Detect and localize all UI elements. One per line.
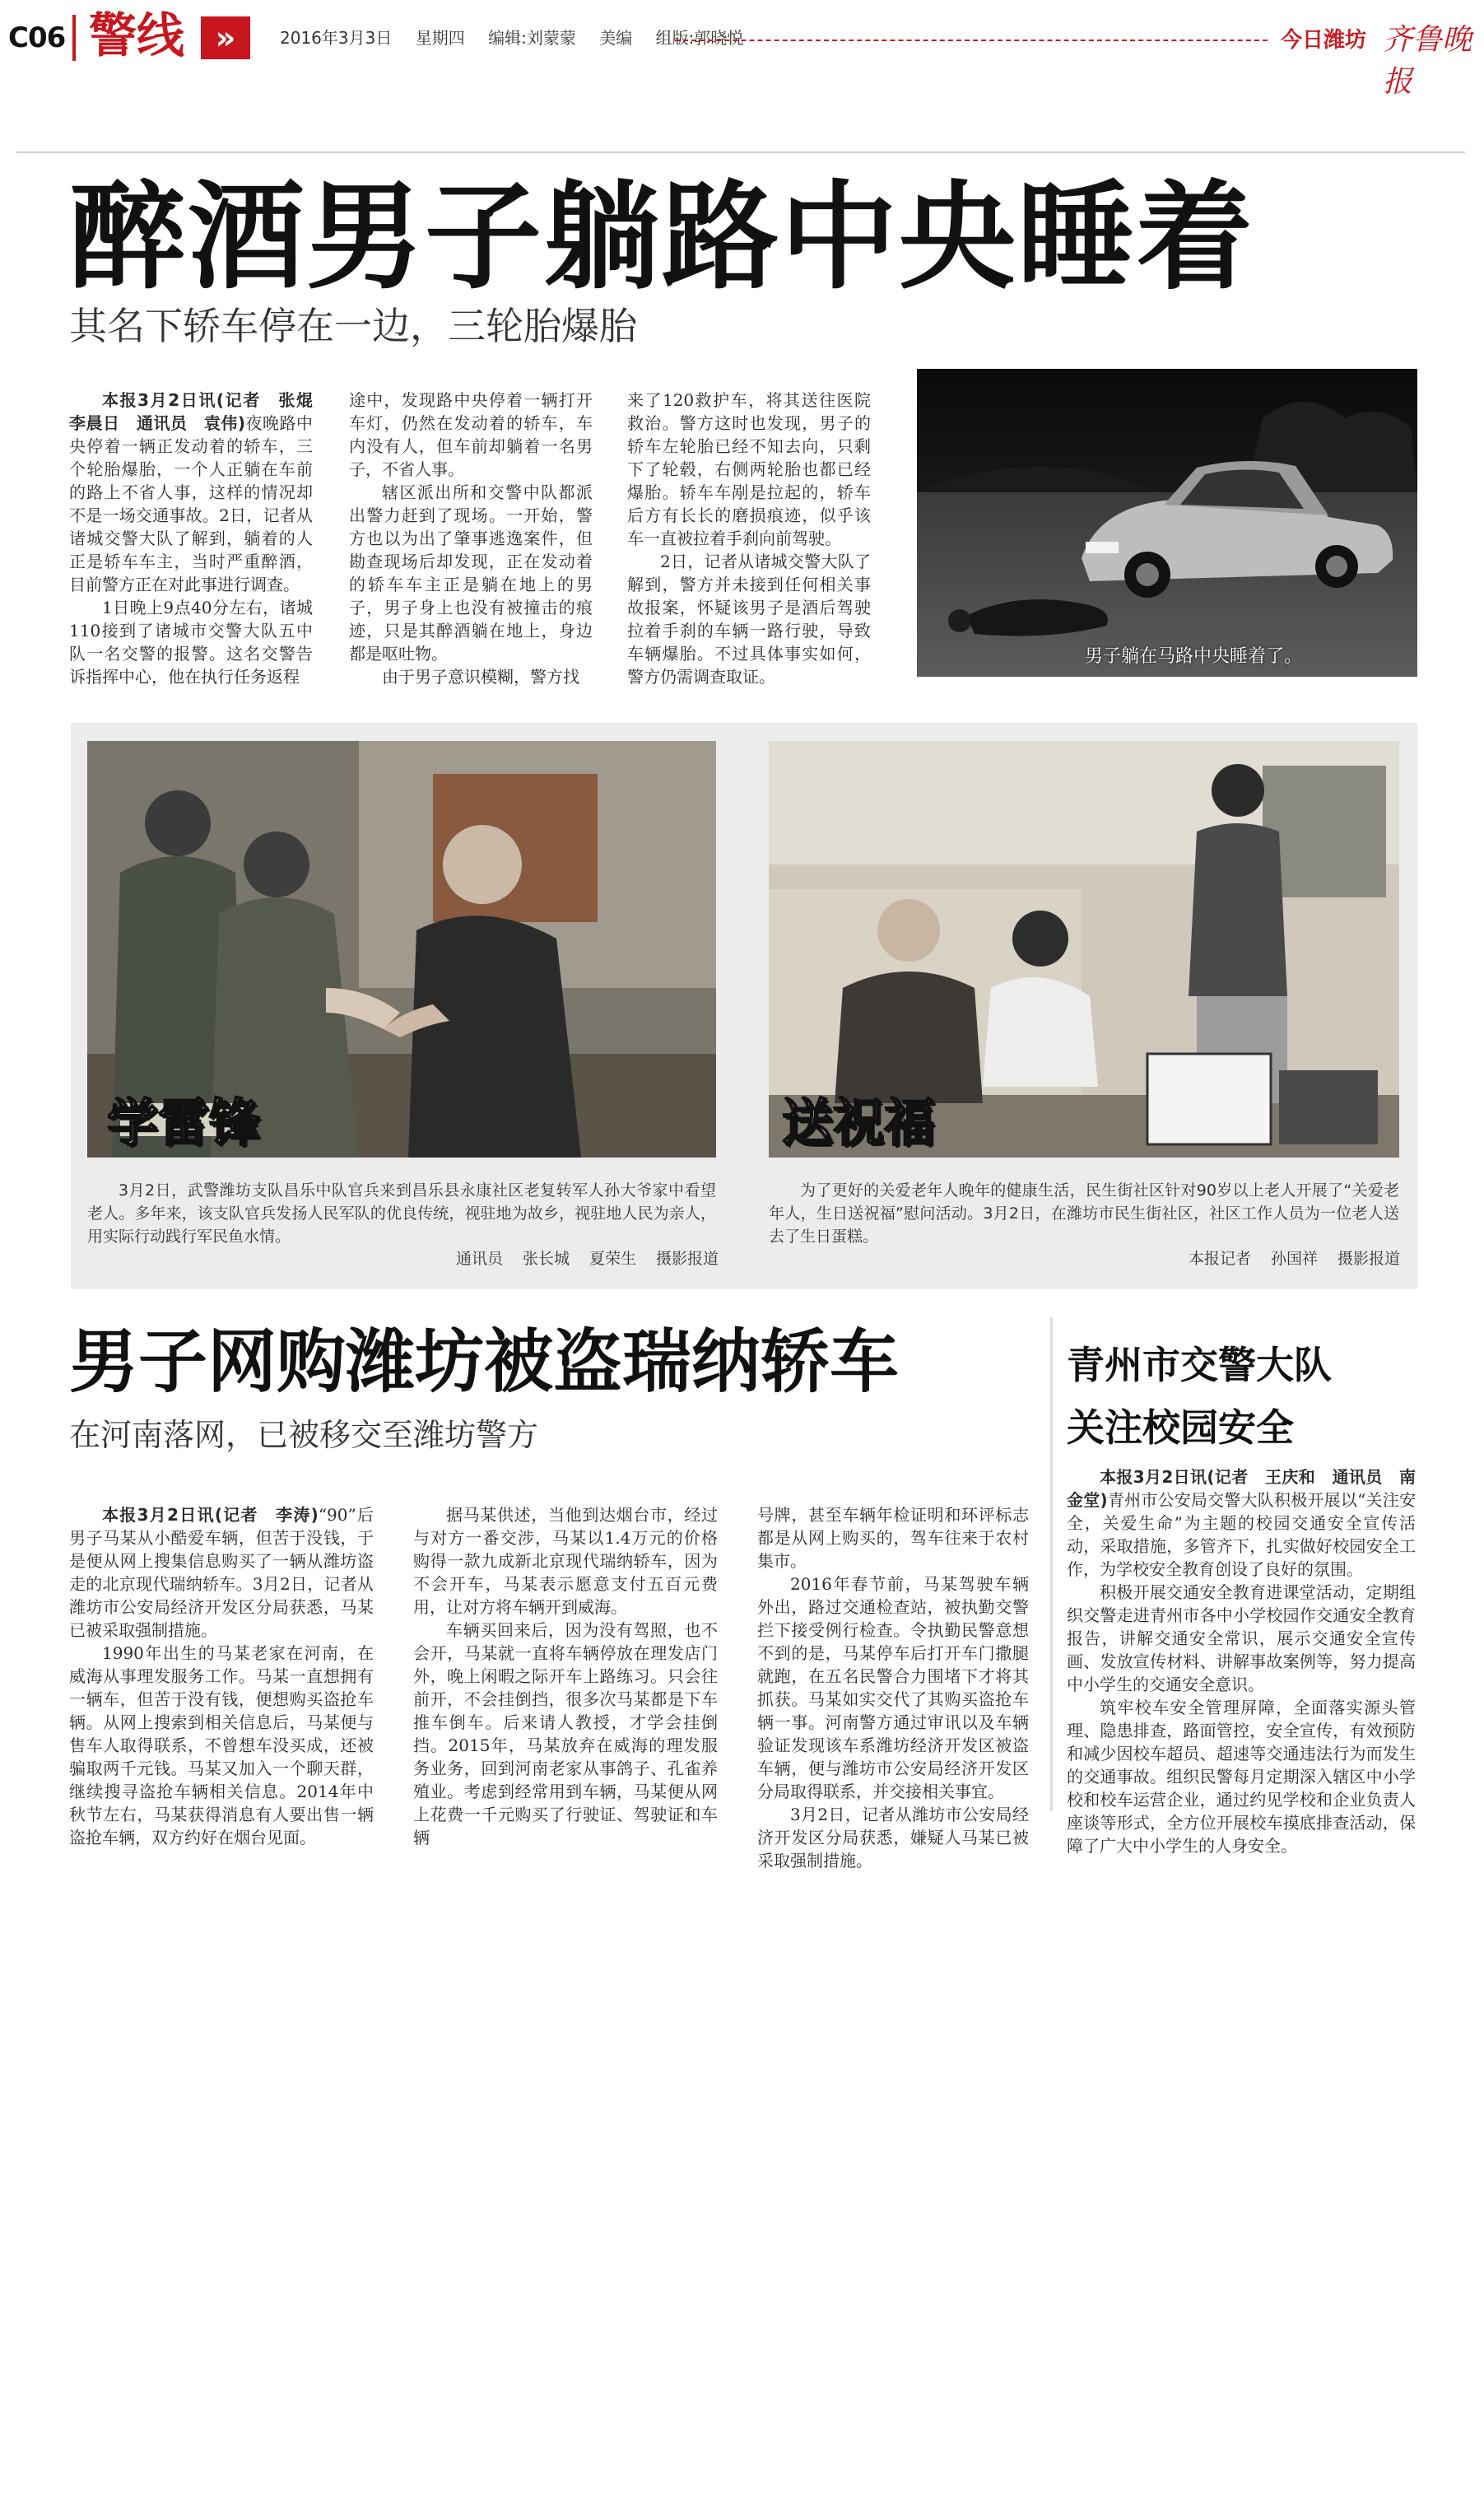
story2-para: 据马某供述，当他到达烟台市，经过与对方一番交涉，马某以1.4万元的价格购得一款九成新北京现代瑞纳轿车，因为不会开车，马某表示愿意支付五百元费用，让对方将车辆开到威海。 (413, 1505, 718, 1617)
issue-proof: 组版:郭晓悦 (655, 28, 744, 48)
story1-headline: 醉酒男子躺路中央睡着 (69, 170, 1254, 305)
story2-subhead: 在河南落网，已被移交至潍坊警方 (69, 1417, 539, 1453)
credit-role: 通讯员 (456, 1250, 504, 1268)
story1-column-1 (69, 389, 329, 687)
credit-name: 孙国祥 (1271, 1250, 1319, 1268)
issue-designer: 美编 (599, 28, 633, 48)
story3-para: 筑牢校车安全管理屏障，全面落实源头管理、隐患排查，路面管控，安全宣传，有效预防和减少因校车超员、超速等交通违法行为而发生的交通事故。组织民警每月定期深入辖区中小学校和校车运营企业，通过约见学校和企业负责人座谈等形式，全方位开展校车摸底排查活动，保障了广大中小学生的人身安全。 (1067, 1698, 1416, 1856)
credit-type: 摄影报道 (1337, 1250, 1401, 1268)
story2-para: 号牌，甚至车辆年检证明和环评标志都是从网上购买的，驾车往来于农村集市。 (757, 1505, 1029, 1571)
story2-para: “90”后男子马某从小酷爱车辆，但苦于没钱，于是便从网上搜集信息购买了一辆从潍坊盗走的北京现代瑞纳轿车。3月2日，记者从潍坊市公安局经济开发区分局获悉，马某已被采取强制措施。 (69, 1505, 374, 1640)
issue-meta (280, 25, 761, 49)
story3-divider (1050, 1317, 1053, 1811)
story3-lead: 本报3月2日讯(记者 王庆和 通讯员 南金堂) (1067, 1467, 1416, 1510)
story2-para: 2016年春节前，马某驾驶车辆外出，路过交通检查站，被执勤交警拦下接受例行检查。令执勤民警意想不到的是，马某停车后打开车门撒腿就跑，在五名民警合力围堵下才将其抓获。马某如实交代了其购买盗抢车辆一事。河南警方通过审讯以及车辆验证发现该车系潍坊经济开发区被盗车辆，便与潍坊市公安局经济开发区分局取得联系，并交接相关事宜。 (757, 1574, 1029, 1801)
story1-para: 1日晚上9点40分左右，诸城110接到了诸城市交警大队五中队一名交警的报警。这名交警告诉指挥中心，他在执行任务返程 (69, 598, 313, 687)
column-name: 今日潍坊 (1281, 28, 1367, 53)
story1-column-3 (627, 389, 871, 687)
story3-headline-line2: 关注校园安全 (1067, 1405, 1294, 1450)
story2-para: 1990年出生的马某老家在河南，在威海从事理发服务工作。马某一直想拥有一辆车，但苦于没有钱，便想购买盗抢车辆。从网上搜索到相关信息后，马某便与售车人取得联系，不曾想车没买成，还被骗取两千元钱。马某又加入一个聊天群，继续搜寻盗抢车辆相关信息。2014年中秋节左右，马某获得消息有人要出售一辆盗抢车辆，双方约好在烟台见面。 (69, 1643, 374, 1847)
photo-label-send-blessing: 送祝福 (782, 1092, 936, 1153)
story2-headline: 男子网购潍坊被盗瑞纳轿车 (69, 1321, 900, 1402)
story3-column (1067, 1465, 1416, 1861)
issue-editor: 编辑:刘蒙蒙 (488, 28, 576, 48)
credit-role: 本报记者 (1189, 1250, 1252, 1268)
story1-column-2 (349, 389, 593, 687)
story1-para: 夜晚路中央停着一辆正发动着的轿车，三个轮胎爆胎，一个人正躺在车前的路上不省人事，这样的情况却不是一场交通事故。2日，记者从诸城交警大队了解到，躺着的人正是轿车车主，当时严重醉酒，目前警方正在对此事进行调查。 (69, 413, 314, 594)
drunk-man-photo (917, 369, 1417, 677)
story3-headline-line1: 青州市交警大队 (1067, 1343, 1332, 1387)
soldiers-visit-caption (87, 1179, 716, 1248)
caption-text: 为了更好的关爱老年人晚年的健康生活，民生街社区针对90岁以上老人开展了“关爱老年人，生日送祝福”慰问活动。3月2日，在潍坊市民生街社区，社区工作人员为一位老人送去了生日蛋糕。 (769, 1181, 1399, 1246)
story2-column-3 (757, 1503, 1029, 1882)
birthday-visit-caption (769, 1179, 1399, 1248)
header-rule (16, 151, 1465, 153)
issue-weekday: 星期四 (415, 28, 465, 48)
soldiers-visit-credit (436, 1246, 719, 1269)
story2-para: 车辆买回来后，因为没有驾照，也不会开，马某就一直将车辆停放在理发店门外，晚上闲暇之际开车上路练习。只会往前开，不会挂倒挡，很多次马某都是下车推车倒车。后来请人教授，才学会挂倒挡。2015年，马某放弃在威海的理发服务业务，回到河南老家从事鸽子、孔雀养殖业。考虑到经常用到车辆，马某便从网上花费一千元购买了行驶证、驾驶证和车辆 (413, 1620, 718, 1847)
drunk-man-photo-caption: 男子躺在马路中央睡着了。 (1085, 646, 1303, 667)
header-dashed-rule (675, 40, 1268, 41)
story1-para: 辖区派出所和交警中队都派出警力赶到了现场。一开始，警方也以为出了肇事逃逸案件，但勘查现场后却发现，正在发动着的轿车车主正是躺在地上的男子，男子身上也没有被撞击的痕迹，只是其醉酒躺在地上，身边都是呕吐物。 (349, 482, 593, 664)
story2-column-2 (413, 1503, 718, 1882)
photo-label-learn-from-leifeng: 学雷锋 (107, 1092, 261, 1153)
page-number-divider (72, 15, 76, 61)
credit-type: 摄影报道 (656, 1250, 719, 1268)
story1-subhead: 其名下轿车停在一边，三轮胎爆胎 (69, 304, 637, 348)
issue-date: 2016年3月3日 (280, 28, 393, 48)
story2-para: 3月2日，记者从潍坊市公安局经济开发区分局获悉，嫌疑人马某已被采取强制措施。 (757, 1805, 1029, 1870)
story1-lead: 本报3月2日讯(记者 张焜 李晨日 通讯员 袁伟) (69, 390, 329, 433)
story2-column-1 (69, 1503, 374, 1882)
credit-name: 夏荣生 (589, 1250, 637, 1268)
birthday-visit-credit (1169, 1246, 1400, 1269)
story1-para: 来了120救护车，将其送往医院救治。警方这时也发现，男子的轿车左轮胎已经不知去向，只剩下了轮毂，右侧两轮胎也都已经爆胎。轿车车剐是拉起的，轿车后方有长长的磨损痕迹，似乎该车一直被拉着手刹向前驾驶。 (627, 390, 871, 548)
story1-para: 途中，发现路中央停着一辆打开车灯，仍然在发动着的轿车，车内没有人，但车前却躺着一名男子，不省人事。 (349, 390, 593, 479)
story2-lead: 本报3月2日讯(记者 李涛) (102, 1505, 319, 1525)
road-scene-illustration (917, 369, 1417, 677)
page-number: C06 (8, 21, 66, 54)
paper-logo: 齐鲁晚报 (1383, 23, 1472, 99)
story3-para: 积极开展交通安全教育进课堂活动，定期组织交警走进青州市各中小学校园作交通安全教育报告，讲解交通安全常识，展示交通安全宣传画、发放宣传材料、讲解事故案例等，努力提高中小学生的交通安全意识。 (1067, 1582, 1416, 1694)
caption-text: 3月2日，武警潍坊支队昌乐中队官兵来到昌乐县永康社区老复转军人孙大爷家中看望老人。多年来，该支队官兵发扬人民军队的优良传统，视驻地为故乡，视驻地人民为亲人，用实际行动践行军民鱼水情。 (87, 1181, 716, 1246)
story3-para: 青州市公安局交警大队积极开展以“关注安全，关爱生命”为主题的校园交通安全宣传活动，采取措施，多管齐下，扎实做好校园安全工作，为学校安全教育创设了良好的氛围。 (1067, 1490, 1417, 1579)
credit-name: 张长城 (523, 1250, 570, 1268)
section-chevron-icon: » (201, 16, 250, 59)
story1-para: 2日，记者从诸城交警大队了解到，警方并未接到任何相关事故报案，怀疑该男子是酒后驾驶拉着手刹的车辆一路行驶，导致车辆爆胎。不过具体事实如何，警方仍需调查取证。 (627, 552, 871, 687)
section-title: 警线 (89, 7, 185, 63)
story1-para: 由于男子意识模糊，警方找 (382, 667, 579, 687)
